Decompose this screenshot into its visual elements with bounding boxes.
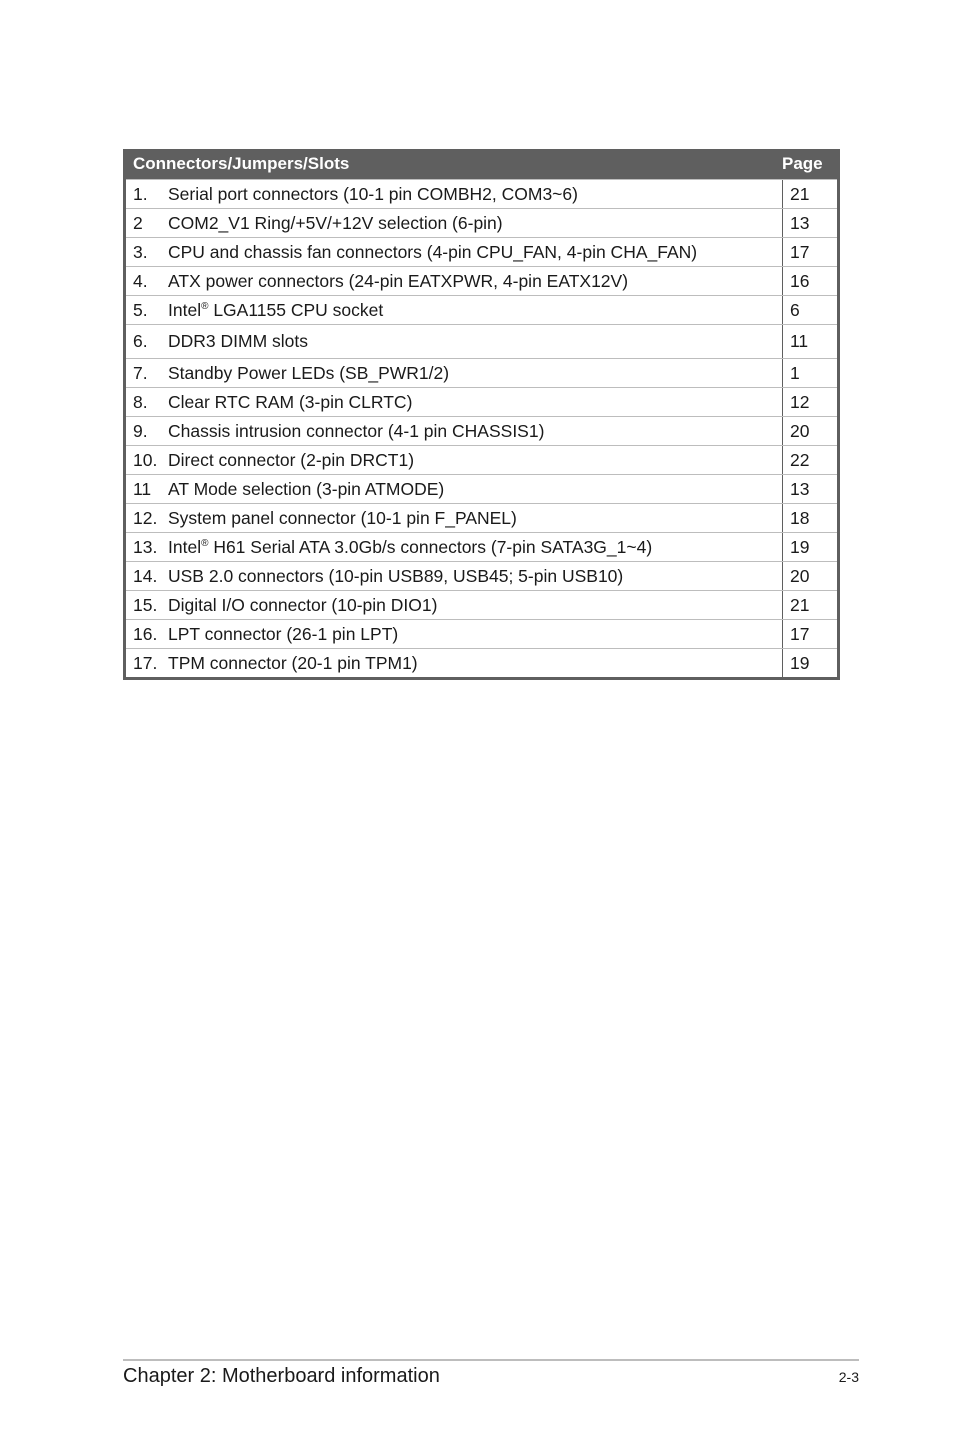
row-number: 12. xyxy=(133,507,158,528)
row-description xyxy=(168,331,782,352)
row-number: 5. xyxy=(133,299,148,320)
table-row xyxy=(126,295,837,324)
row-number: 2 xyxy=(133,212,143,233)
connectors-table xyxy=(123,149,840,680)
table-row xyxy=(126,648,837,677)
row-description xyxy=(168,300,782,321)
row-page: 17 xyxy=(782,238,837,266)
row-description xyxy=(168,450,782,471)
table-row xyxy=(126,561,837,590)
row-number: 17. xyxy=(133,652,158,673)
row-description-text: Direct connector (2-pin DRCT1) xyxy=(168,449,415,470)
row-page: 1 xyxy=(782,359,837,387)
row-page: 20 xyxy=(782,417,837,445)
footer-chapter-title: Chapter 2: Motherboard information xyxy=(123,1365,440,1387)
table-row xyxy=(126,445,837,474)
row-page: 18 xyxy=(782,504,837,532)
row-number: 15. xyxy=(133,594,158,615)
row-number: 4. xyxy=(133,270,148,291)
row-page: 19 xyxy=(782,649,837,677)
row-description-text: USB 2.0 connectors (10-pin USB89, USB45; 5-pin USB10) xyxy=(168,565,624,586)
row-description xyxy=(168,537,782,558)
table-row xyxy=(126,358,837,387)
row-description-text: DDR3 DIMM slots xyxy=(168,331,309,351)
table-row xyxy=(126,503,837,532)
row-description xyxy=(168,421,782,442)
row-number: 10. xyxy=(133,449,158,470)
table-row xyxy=(126,179,837,208)
row-description-text: LPT connector (26-1 pin LPT) xyxy=(168,623,399,644)
row-description-text: Standby Power LEDs (SB_PWR1/2) xyxy=(168,362,450,383)
row-description-text: AT Mode selection (3-pin ATMODE) xyxy=(168,478,445,499)
table-row xyxy=(126,474,837,503)
table-row xyxy=(126,266,837,295)
row-number: 8. xyxy=(133,391,148,412)
row-description-text: ATX power connectors (24-pin EATXPWR, 4-pin EATX12V) xyxy=(168,270,629,291)
row-description-text: TPM connector (20-1 pin TPM1) xyxy=(168,652,418,673)
row-page: 16 xyxy=(782,267,837,295)
row-number: 1. xyxy=(133,183,148,204)
table-row xyxy=(126,532,837,561)
row-description xyxy=(168,566,782,587)
row-description-text: Digital I/O connector (10-pin DIO1) xyxy=(168,594,438,615)
table-row xyxy=(126,619,837,648)
row-description xyxy=(168,595,782,616)
registered-mark: ® xyxy=(201,300,209,312)
table-body xyxy=(126,179,837,677)
row-page: 6 xyxy=(782,296,837,324)
registered-mark: ® xyxy=(201,537,209,549)
row-description xyxy=(168,392,782,413)
row-description-text: COM2_V1 Ring/+5V/+12V selection (6-pin) xyxy=(168,212,503,233)
row-page: 21 xyxy=(782,591,837,619)
row-description-text: Clear RTC RAM (3-pin CLRTC) xyxy=(168,391,413,412)
table-row xyxy=(126,208,837,237)
row-number: 16. xyxy=(133,623,158,644)
row-page: 13 xyxy=(782,475,837,503)
row-description xyxy=(168,213,782,234)
row-description-text-cont: LGA1155 CPU socket xyxy=(208,299,384,320)
row-description-text: Chassis intrusion connector (4-1 pin CHASSIS1) xyxy=(168,420,545,441)
row-description xyxy=(168,271,782,292)
row-description-text: System panel connector (10-1 pin F_PANEL) xyxy=(168,507,517,528)
row-description-text-cont: H61 Serial ATA 3.0Gb/s connectors (7-pin SATA3G_1~4) xyxy=(208,536,653,557)
row-description-text: CPU and chassis fan connectors (4-pin CPU_FAN, 4-pin CHA_FAN) xyxy=(168,241,698,262)
row-page: 11 xyxy=(782,325,837,358)
row-description xyxy=(168,653,782,674)
row-number: 7. xyxy=(133,362,148,383)
footer-divider xyxy=(123,1359,859,1361)
row-description xyxy=(168,479,782,500)
table-row xyxy=(126,416,837,445)
header-label: Connectors/Jumpers/Slots xyxy=(133,154,350,173)
row-number: 14. xyxy=(133,565,158,586)
row-description xyxy=(168,508,782,529)
footer-page-number: 2-3 xyxy=(838,1369,859,1385)
header-page: Page xyxy=(782,154,823,173)
table-row xyxy=(126,237,837,266)
row-page: 12 xyxy=(782,388,837,416)
row-description xyxy=(168,363,782,384)
row-description-text: Intel xyxy=(168,536,202,557)
row-description xyxy=(168,242,782,263)
row-number: 6. xyxy=(133,331,148,351)
row-page: 17 xyxy=(782,620,837,648)
table-header xyxy=(126,149,837,179)
row-number: 3. xyxy=(133,241,148,262)
row-number: 9. xyxy=(133,420,148,441)
row-number: 13. xyxy=(133,536,158,557)
row-page: 21 xyxy=(782,180,837,208)
row-description xyxy=(168,184,782,205)
row-description-text: Serial port connectors (10-1 pin COMBH2, COM3~6) xyxy=(168,183,578,204)
row-page: 19 xyxy=(782,533,837,561)
row-description xyxy=(168,624,782,645)
row-number: 11 xyxy=(133,478,152,499)
table-row xyxy=(126,324,837,358)
table-row xyxy=(126,590,837,619)
row-page: 13 xyxy=(782,209,837,237)
row-description-text: Intel xyxy=(168,299,202,320)
row-page: 22 xyxy=(782,446,837,474)
row-page: 20 xyxy=(782,562,837,590)
table-row xyxy=(126,387,837,416)
